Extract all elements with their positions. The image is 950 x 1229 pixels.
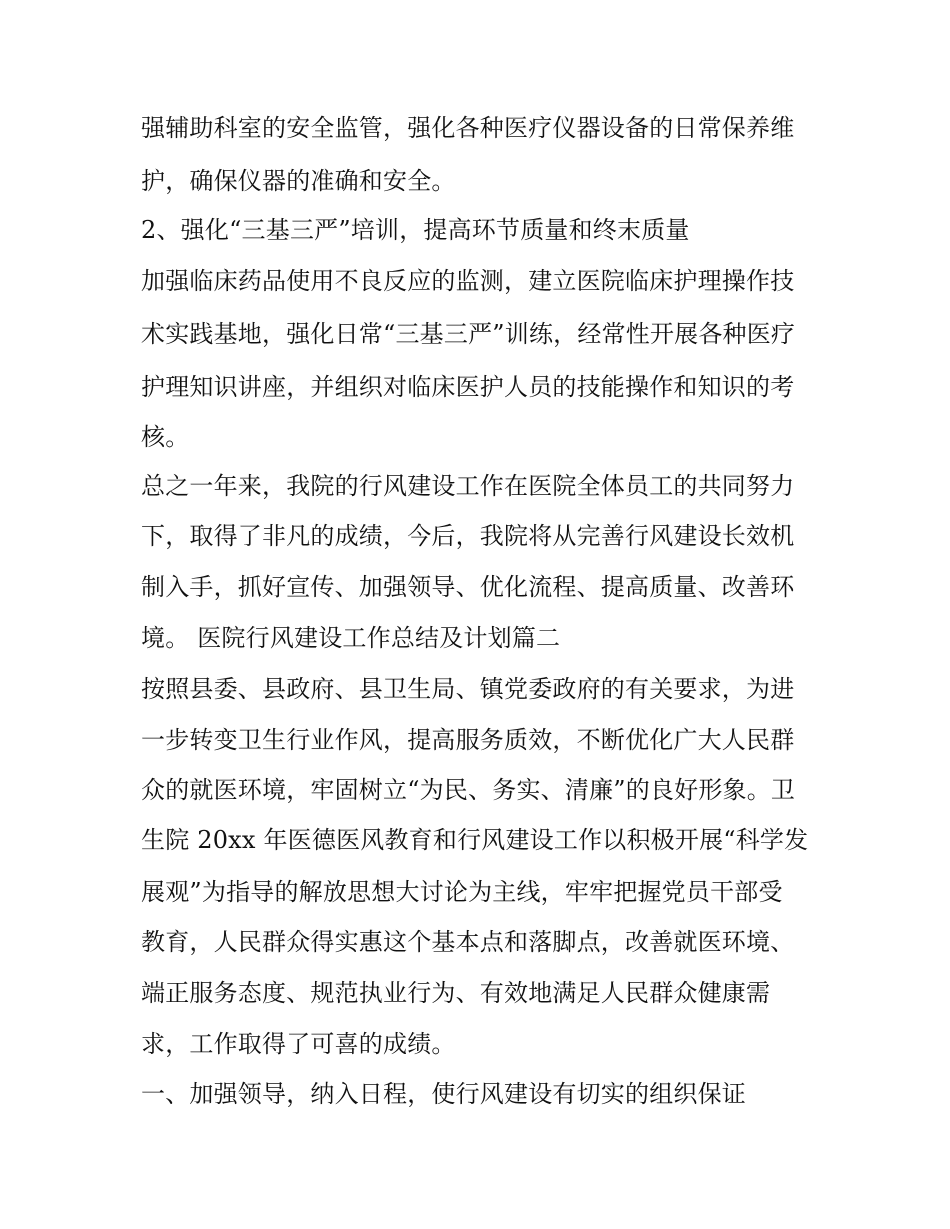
text-line: 一步转变卫生行业作风，提高服务质效，不断优化广大人民群 — [141, 726, 795, 754]
text-line: 教育，人民群众得实惠这个基本点和落脚点，改善就医环境、 — [141, 928, 795, 956]
text-line: 加强临床药品使用不良反应的监测，建立医院临床护理操作技 — [141, 267, 795, 295]
section-heading: 一、加强领导，纳入日程，使行风建设有切实的组织保证 — [141, 1080, 746, 1108]
text-line: 按照县委、县政府、县卫生局、镇党委政府的有关要求，为进 — [141, 675, 795, 703]
text-line: 护理知识讲座，并组织对临床医护人员的技能操作和知识的考 — [141, 373, 795, 401]
text-line: 下，取得了非凡的成绩，今后，我院将从完善行风建设长效机 — [141, 522, 795, 550]
text-line: 护，确保仪器的准确和安全。 — [141, 167, 456, 195]
text-line: 生院 20xx 年医德医风教育和行风建设工作以积极开展“科学发 — [141, 826, 809, 854]
text-line: 制入手，抓好宣传、加强领导、优化流程、提高质量、改善环 — [141, 573, 795, 601]
text-line: 众的就医环境，牢固树立“为民、务实、清廉”的良好形象。卫 — [141, 776, 796, 804]
text-line: 境。 医院行风建设工作总结及计划篇二 — [141, 624, 561, 652]
text-line: 总之一年来，我院的行风建设工作在医院全体员工的共同努力 — [141, 472, 795, 500]
text-line: 术实践基地，强化日常“三基三严”训练，经常性开展各种医疗 — [141, 320, 796, 348]
text-line: 求，工作取得了可喜的成绩。 — [141, 1030, 456, 1058]
text-line: 核。 — [141, 423, 190, 451]
section-heading: 2、强化“三基三严”培训，提高环节质量和终末质量 — [141, 216, 690, 244]
text-line: 强辅助科室的安全监管，强化各种医疗仪器设备的日常保养维 — [141, 114, 795, 142]
text-line: 展观”为指导的解放思想大讨论为主线，牢牢把握党员干部受 — [141, 878, 783, 906]
text-line: 端正服务态度、规范执业行为、有效地满足人民群众健康需 — [141, 979, 771, 1007]
